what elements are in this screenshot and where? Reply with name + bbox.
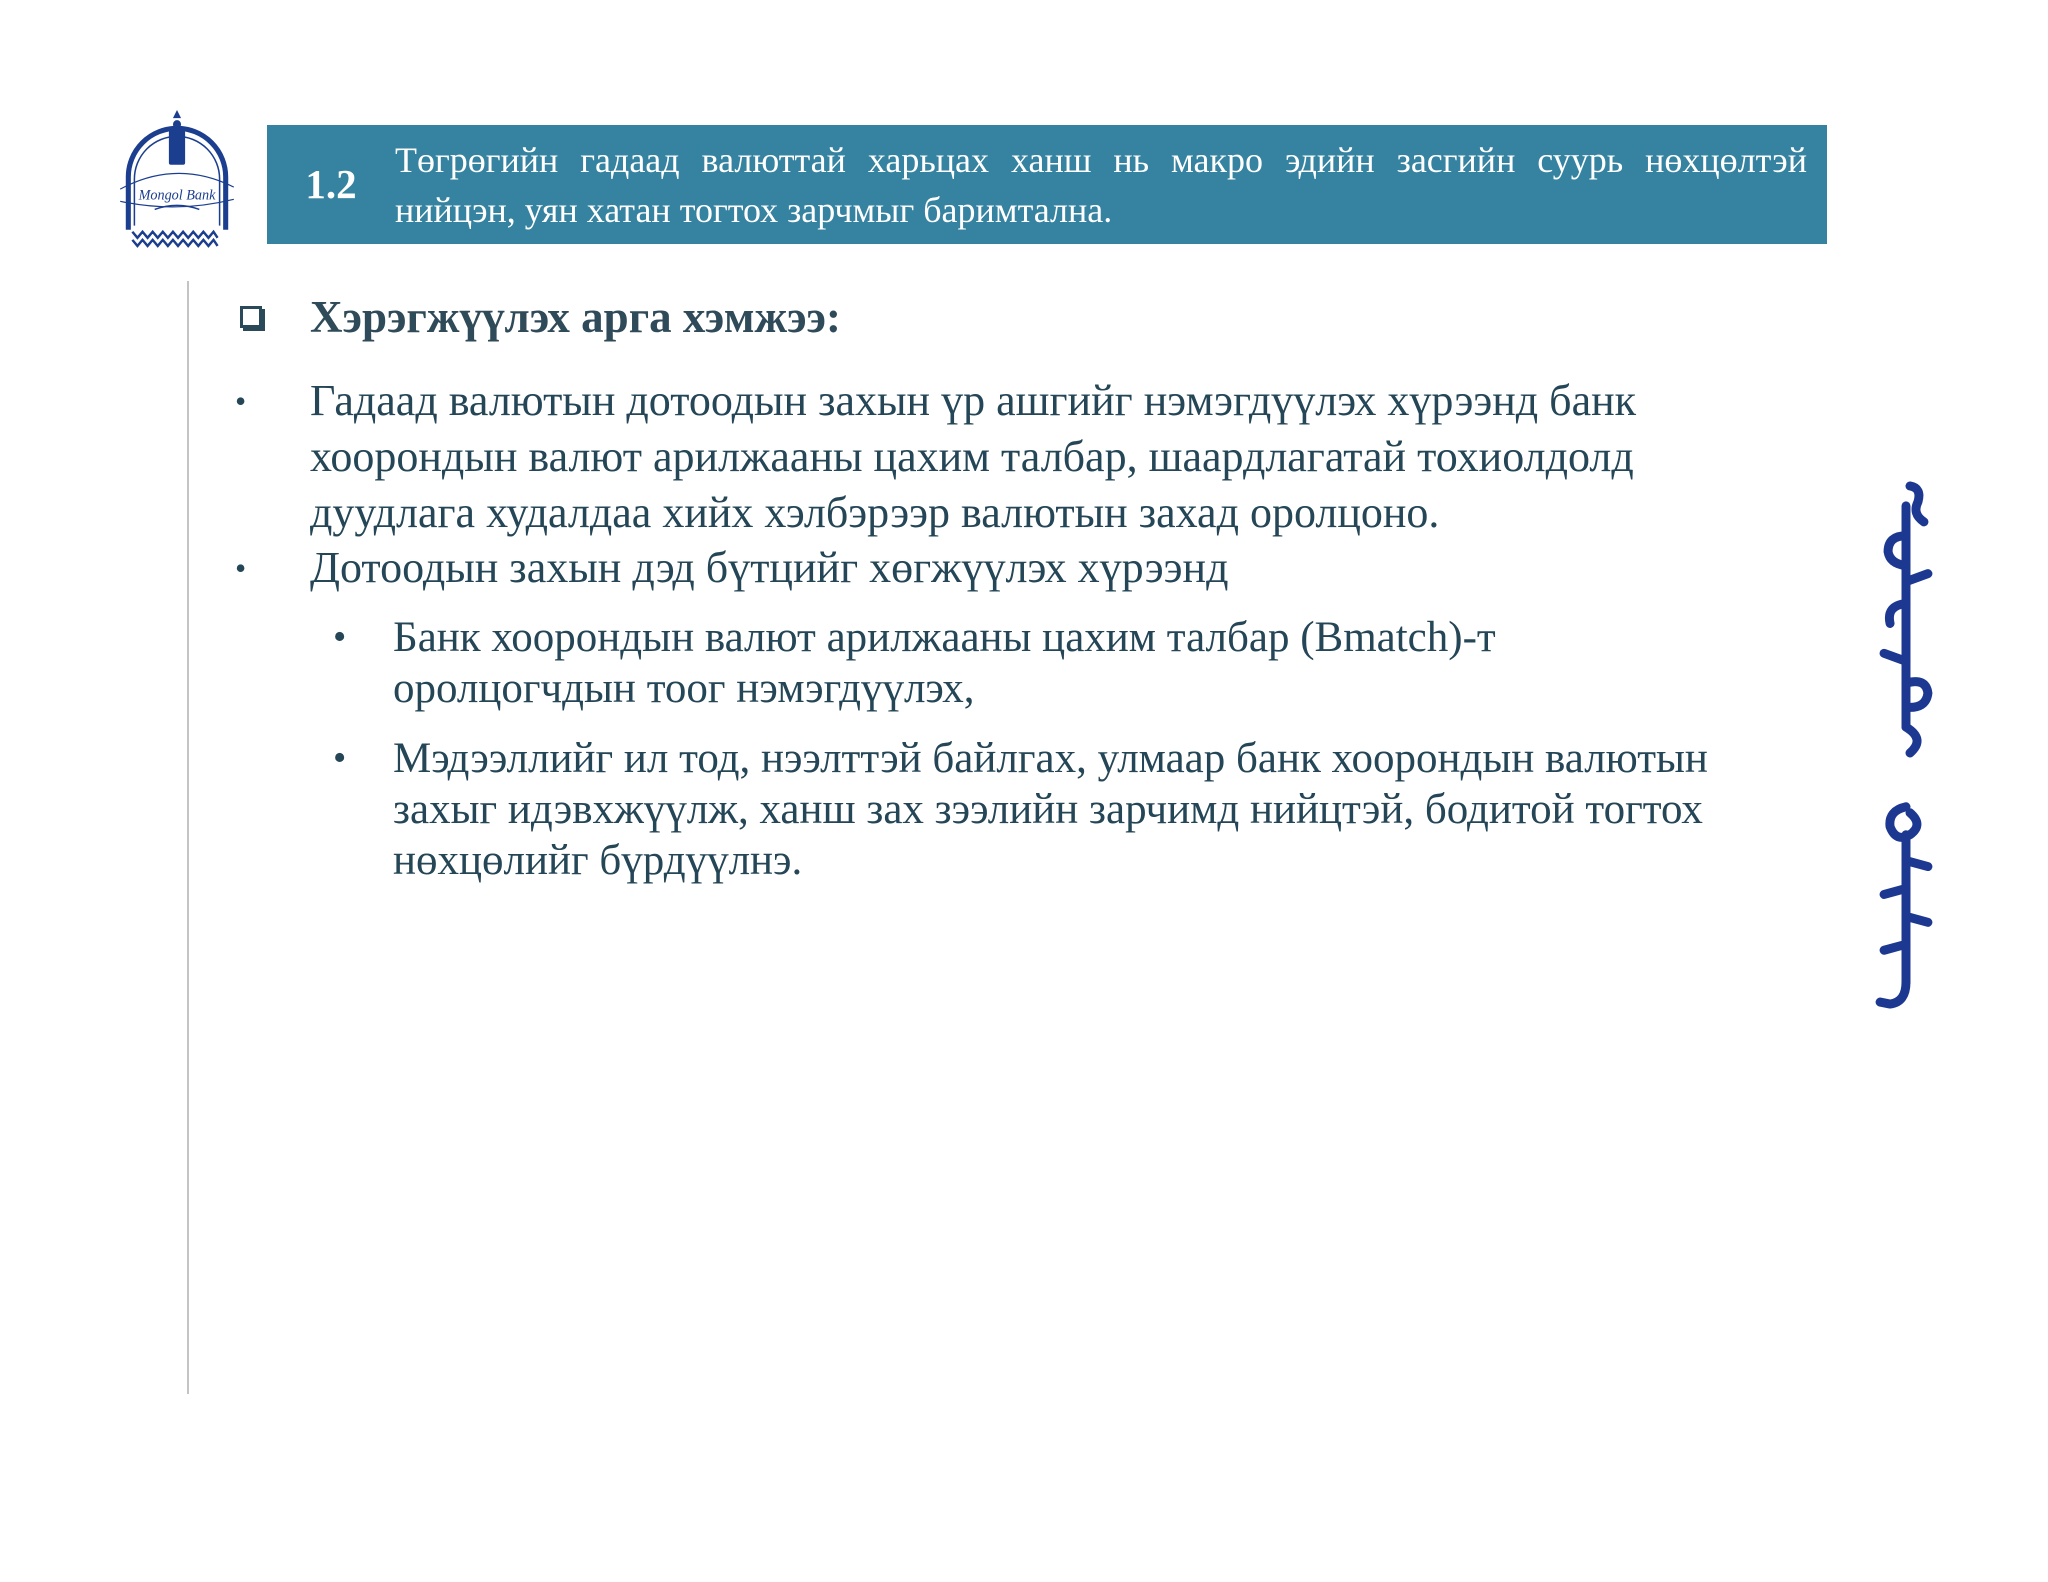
mongolbank-logo-icon xyxy=(106,108,248,250)
list-item-text: Банк хоорондын валют арилжааны цахим талбар (Bmatch)-т оролцогчдын тоог нэмэгдүүлэх, xyxy=(393,614,1496,712)
section-heading xyxy=(240,288,841,346)
list-item xyxy=(235,373,1750,541)
section-number: 1.2 xyxy=(305,161,357,207)
list-item xyxy=(235,540,1750,596)
mongolian-script-icon xyxy=(1866,478,1946,1016)
section-heading-text: Хэрэгжүүлэх арга хэмжээ: xyxy=(310,292,841,342)
left-divider-line xyxy=(187,281,189,1394)
list-item xyxy=(333,612,1723,714)
bullet-marker: • xyxy=(333,616,347,658)
bullet-marker: • xyxy=(235,383,247,419)
checkbox-icon xyxy=(240,306,262,328)
bullet-marker: • xyxy=(235,550,247,586)
list-item-text: Гадаад валютын дотоодын захын үр ашгийг нэмэгдүүлэх хүрээнд банк хоорондын валют арилжааны цахим талбар, шаардлагатай тохиолдолд дуудлага худалдаа хийх хэлбэрээр валютын захад оролцоно. xyxy=(310,376,1637,537)
bullet-marker: • xyxy=(333,737,347,779)
svg-text:Mongol Bank: Mongol Bank xyxy=(138,187,216,204)
slide-title: Төгрөгийн гадаад валюттай харьцах ханш нь макро эдийн засгийн суурь нөхцөлтэй нийцэн, уян хатан тогтох зарчмыг баримтална. xyxy=(395,139,1807,230)
title-banner xyxy=(267,125,1827,244)
list-item xyxy=(333,733,1723,886)
list-item-text: Дотоодын захын дэд бүтцийг хөгжүүлэх хүрээнд xyxy=(310,543,1229,592)
list-item-text: Мэдээллийг ил тод, нээлттэй байлгах, улмаар банк хоорондын валютын захыг идэвхжүүлж, ханш зах зээлийн зарчимд нийцтэй, бодитой тогтох нөхцөлийг бүрдүүлнэ. xyxy=(393,735,1708,884)
